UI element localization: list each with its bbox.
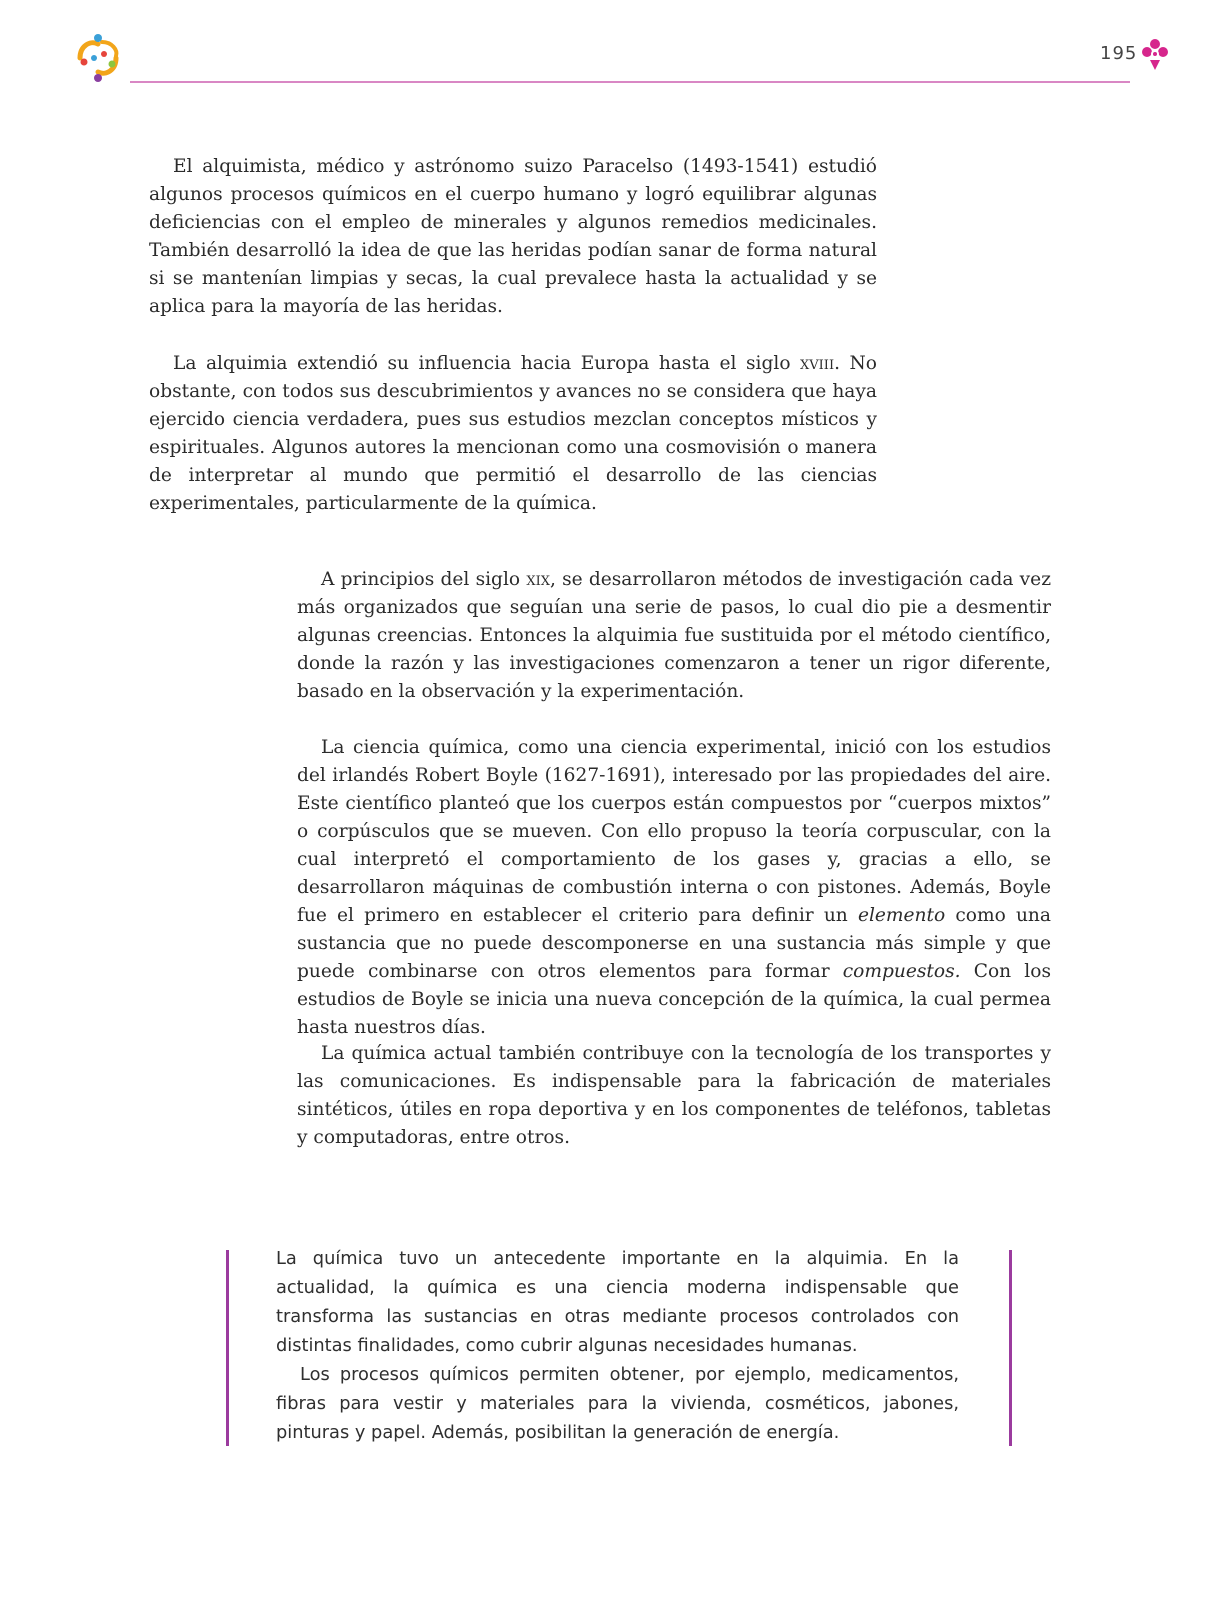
paragraph-text: . No obstante, con todos sus descubrimientos y avances no se considera que haya ejercido ciencia verdadera, pues sus estudios mezclan conceptos místicos y espirituales. Algunos autores la mencionan como una cosmovisión o manera de interpretar al mundo que permitió el desarrollo de las ciencias experimentales, particularmente de la química. <box>149 353 877 514</box>
paragraph-text: La alquimia extendió su influencia hacia Europa hasta el siglo <box>173 353 801 374</box>
summary-left-bar <box>226 1250 229 1446</box>
summary-paragraph-2: Los procesos químicos permiten obtener, por ejemplo, medicamentos, fibras para vestir y materiales para la vivienda, cosméticos, jabones, pinturas y papel. Además, posibilitan la generación de energía. <box>276 1364 959 1443</box>
header-rule <box>130 81 1130 83</box>
paragraph-paracelso: El alquimista, médico y astrónomo suizo Paracelso (1493-1541) estudió algunos procesos químicos en el cuerpo humano y logró equilibrar algunas deficiencias con el empleo de minerales y algunos remedios medicinales. También desarrolló la idea de que las heridas podían sanar de forma natural si se mantenían limpias y secas, la cual prevalece hasta la actualidad y se aplica para la mayoría de las heridas. <box>149 156 877 317</box>
paragraph-text: Con los estudios de Boyle se inicia una nueva concepción de la química, la cual permea hasta nuestros días. <box>297 961 1051 1038</box>
century-numeral: xviii <box>800 353 835 374</box>
emphasis-term: elemento <box>857 905 946 926</box>
colorful-dots-logo-icon <box>72 32 124 84</box>
summary-paragraph-1: La química tuvo un antecedente importante en la alquimia. En la actualidad, la química es una ciencia moderna indispensable que transforma las sustancias en otras mediante procesos controlados con distintas finalidades, como cubrir algunas necesidades humanas. <box>276 1248 959 1356</box>
paragraph-text: como una sustancia que no puede descomponerse en una sustancia más simple y que puede combinarse con otros elementos para formar <box>297 905 1051 982</box>
summary-right-bar <box>1009 1250 1012 1446</box>
emphasis-term: compuestos. <box>842 961 961 982</box>
paragraph-quimica-actual: La química actual también contribuye con la tecnología de los transportes y las comunicaciones. Es indispensable para la fabricación de materiales sintéticos, útiles en ropa deportiva y en los componentes de teléfonos, tabletas y computadoras, entre otros. <box>297 1043 1051 1148</box>
paragraph-alquimia-europa <box>149 350 877 518</box>
paragraph-robert-boyle <box>297 734 1051 1042</box>
page-number: 195 <box>1100 43 1138 64</box>
paragraph-text: A principios del siglo <box>321 569 527 590</box>
summary-box <box>226 1250 1012 1446</box>
magenta-flower-ornament-icon <box>1140 38 1170 72</box>
century-numeral: xix <box>526 569 550 590</box>
paragraph-siglo-xix <box>297 566 1051 706</box>
paragraph-text: , se desarrollaron métodos de investigación cada vez más organizados que seguían una serie de pasos, lo cual dio pie a desmentir algunas creencias. Entonces la alquimia fue sustituida por el método científico, donde la razón y las investigaciones comenzaron a tener un rigor diferente, basado en la observación y la experimentación. <box>297 569 1051 702</box>
paragraph-text: La ciencia química, como una ciencia experimental, inició con los estudios del irlandés Robert Boyle (1627-1691), interesado por las propiedades del aire. Este científico planteó que los cuerpos están compuestos por “cuerpos mixtos” o corpúsculos que se mueven. Con ello propuso la teoría corpuscular, con la cual interpretó el comportamiento de los gases y, gracias a ello, se desarrollaron máquinas de combustión interna o con pistones. Además, Boyle fue el primero en establecer el criterio para definir un <box>297 737 1051 926</box>
